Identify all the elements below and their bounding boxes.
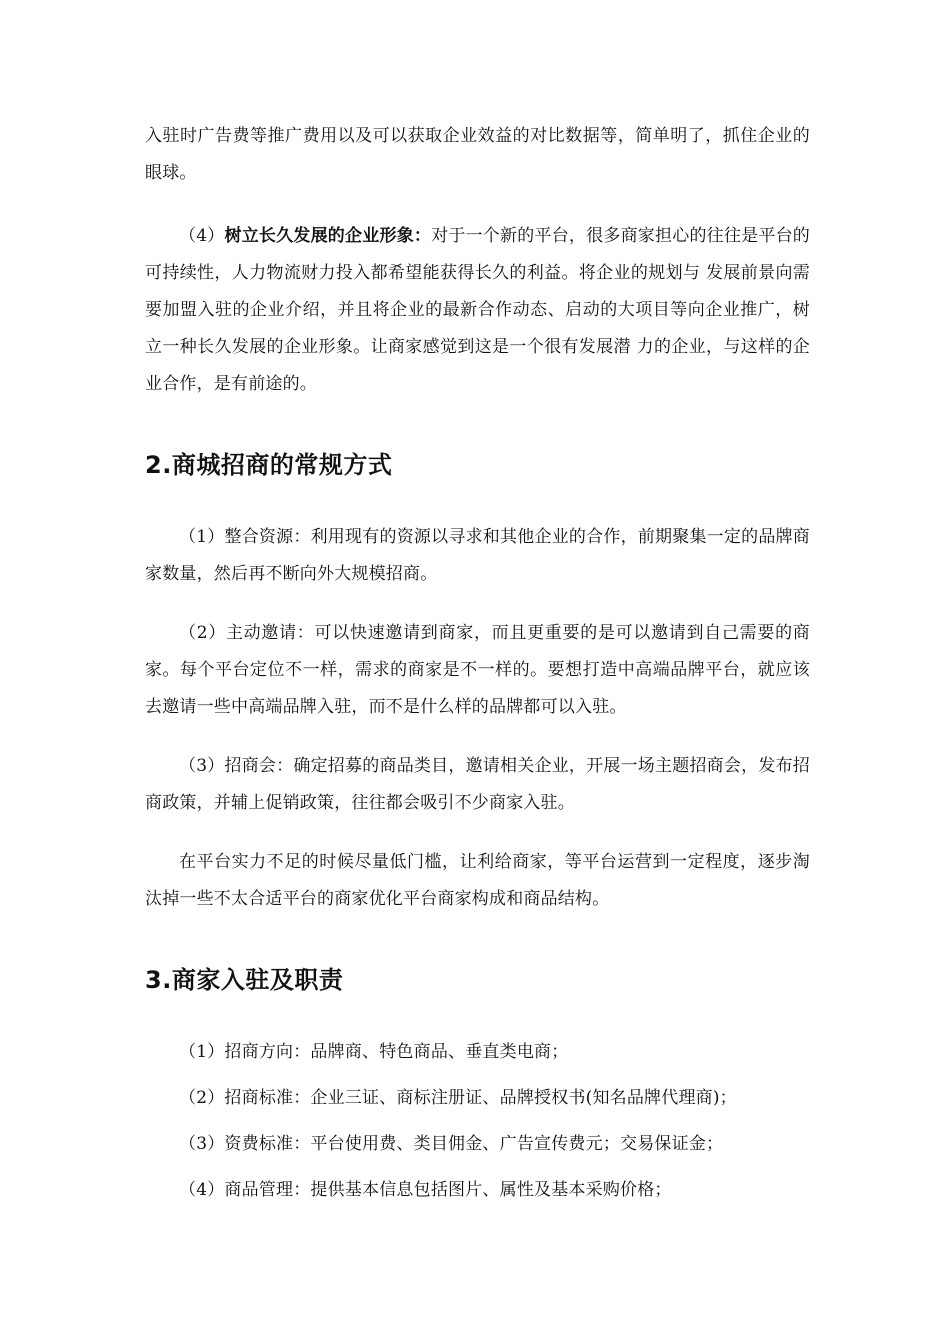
document-body — [145, 118, 810, 1209]
item-number: （4） — [179, 226, 225, 246]
list-item: 在平台实力不足的时候尽量低门槛，让利给商家，等平台运营到一定程度，逐步淘汰掉一些不太合适平台的商家优化平台商家构成和商品结构。 — [145, 852, 810, 909]
paragraph-continuation: 入驻时广告费等推广费用以及可以获取企业效益的对比数据等，简单明了，抓住企业的眼球。 — [145, 126, 810, 183]
section-heading-2: 2.商城招商的常规方式 — [145, 451, 393, 479]
paragraph-text: 对于一个新的平台，很多商家担心的往往是平台的可持续性，人力物流财力投入都希望能获得长久的利益。将企业的规划与 发展前景向需要加盟入驻的企业介绍，并且将企业的最新合作动态、启动的大项目等向企业推广，树立一种长久发展的企业形象。让商家感觉到这是一个很有发展潜 力的企业，与这样的企业合作，是有前途的。 — [145, 226, 810, 394]
list-item: （3）招商会：确定招募的商品类目，邀请相关企业，开展一场主题招商会，发布招商政策，并辅上促销政策，往往都会吸引不少商家入驻。 — [145, 756, 810, 813]
list-item: （3）资费标准：平台使用费、类目佣金、广告宣传费元；交易保证金； — [179, 1134, 724, 1154]
list-item: （1）整合资源：利用现有的资源以寻求和其他企业的合作，前期聚集一定的品牌商家数量，然后再不断向外大规模招商。 — [145, 527, 810, 584]
section-heading-3: 3.商家入驻及职责 — [145, 966, 344, 994]
bold-lead: 树立长久发展的企业形象： — [224, 226, 432, 246]
paragraph-enterprise-image — [145, 218, 810, 403]
list-item: （1）招商方向：品牌商、特色商品、垂直类电商； — [179, 1042, 569, 1062]
list-item: （4）商品管理：提供基本信息包括图片、属性及基本采购价格； — [179, 1180, 672, 1200]
list-item: （2）招商标准：企业三证、商标注册证、品牌授权书(知名品牌代理商)； — [179, 1088, 737, 1108]
requirements-list — [145, 1034, 810, 1209]
list-item: （2）主动邀请：可以快速邀请到商家，而且更重要的是可以邀请到自己需要的商家。每个平台定位不一样，需求的商家是不一样的。要想打造中高端品牌平台，就应该去邀请一些中高端品牌入驻，而不是什么样的品牌都可以入驻。 — [145, 623, 810, 717]
